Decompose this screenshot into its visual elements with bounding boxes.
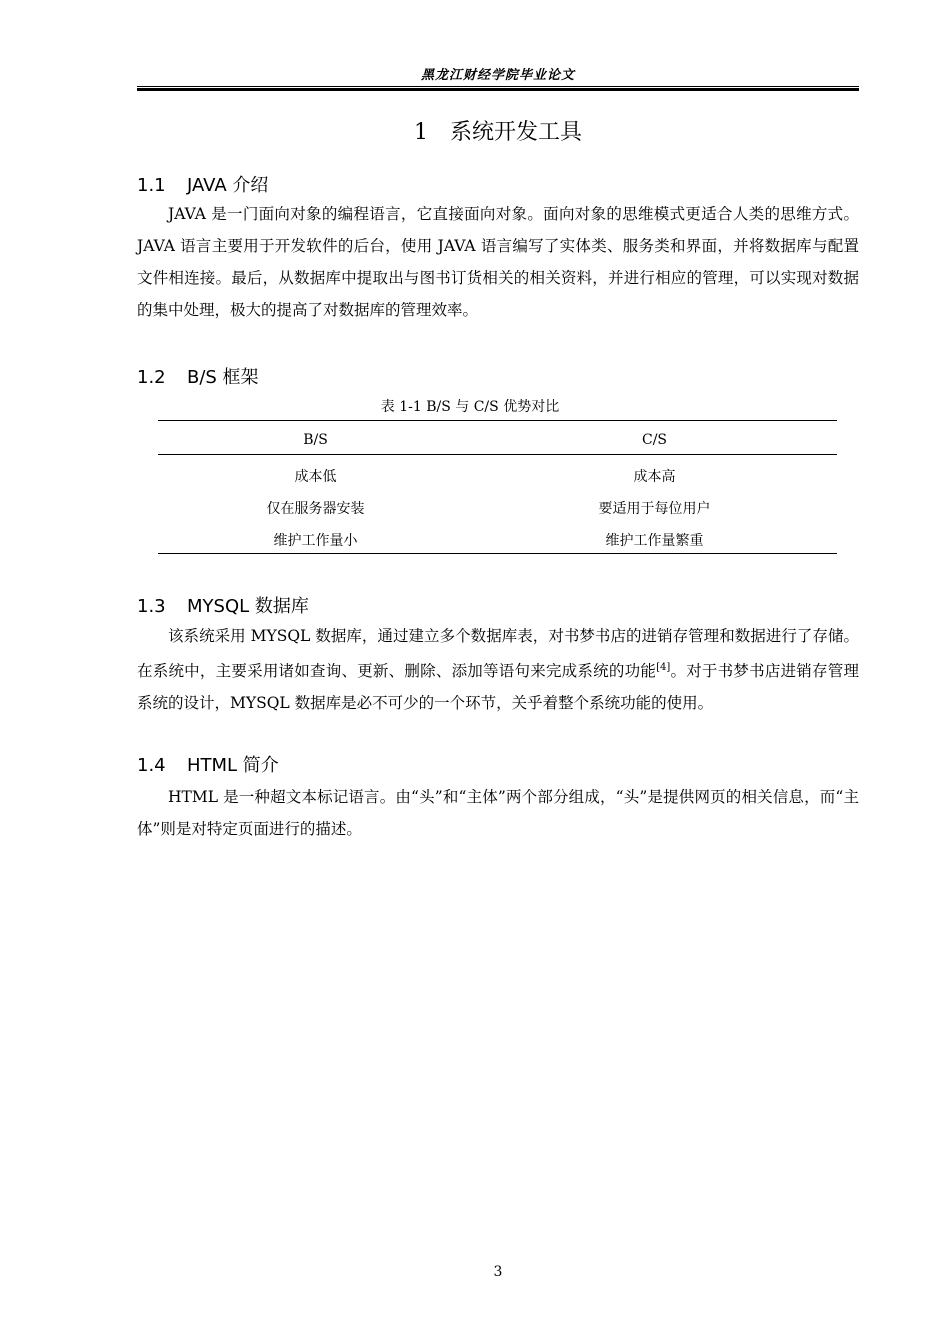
section-heading-1-3 xyxy=(137,592,309,618)
header-rule-thick xyxy=(137,88,859,91)
table-cell: 要适用于每位用户 xyxy=(598,501,711,517)
paragraph-java: JAVA 是一门面向对象的编程语言，它直接面向对象。面向对象的思维模式更适合人类的思维方式。JAVA 语言主要用于开发软件的后台，使用 JAVA 语言编写了实体类、服务类和界面，并将数据库与配置文件相连接。最后，从数据库中提取出与图书订货相关的相关资料，并进行相应的管理，可以实现对数据的集中处理，极大的提高了对数据库的管理效率。 xyxy=(137,205,859,319)
section-heading-1-2 xyxy=(137,363,259,389)
section-title: B/S 框架 xyxy=(187,367,259,388)
running-header: 黑龙江财经学院毕业论文 xyxy=(420,68,575,83)
table-header-cell: C/S xyxy=(641,432,668,448)
section-number: 1.2 xyxy=(137,367,166,388)
table-top-rule xyxy=(158,420,837,421)
table-cell: 维护工作量繁重 xyxy=(605,533,704,549)
chapter-title-text: 系统开发工具 xyxy=(449,120,582,145)
table-header-cell: B/S xyxy=(303,432,328,448)
paragraph-mysql xyxy=(137,620,859,719)
chapter-number: 1 xyxy=(413,120,428,145)
table-caption: 表 1-1 B/S 与 C/S 优势对比 xyxy=(380,399,560,415)
section-number: 1.4 xyxy=(137,755,166,776)
section-title: MYSQL 数据库 xyxy=(187,596,309,617)
section-title: HTML 简介 xyxy=(187,755,279,776)
table-cell: 维护工作量小 xyxy=(273,533,358,549)
table-header-rule xyxy=(158,454,837,455)
citation: [4] xyxy=(656,662,671,673)
table-bottom-rule xyxy=(158,553,837,554)
table-cell: 仅在服务器安装 xyxy=(266,501,365,517)
section-number: 1.3 xyxy=(137,596,166,617)
header-rule-thin xyxy=(137,86,859,87)
table-cell: 成本高 xyxy=(633,469,676,485)
section-title: JAVA 介绍 xyxy=(187,175,269,196)
page-number: 3 xyxy=(493,1264,503,1280)
section-number: 1.1 xyxy=(137,175,166,196)
chapter-title xyxy=(137,115,859,146)
paragraph-text: 该系统采用 MYSQL 数据库，通过建立多个数据库表，对书梦书店的进销存管理和数据进行了存储。在系统中，主要采用诸如查询、更新、删除、添加等语句来完成系统的功能 xyxy=(137,627,859,680)
table-cell: 成本低 xyxy=(294,469,337,485)
section-heading-1-4 xyxy=(137,751,279,777)
paragraph-html: HTML 是一种超文本标记语言。由“头”和“主体”两个部分组成，“头”是提供网页的相关信息，而“主体”则是对特定页面进行的描述。 xyxy=(137,788,859,838)
paragraph-text: 。对于书梦书店进销存管理系统的设计，MYSQL 数据库是必不可少的一个环节，关乎着整个系统功能的使用。 xyxy=(137,662,859,712)
section-heading-1-1 xyxy=(137,171,268,197)
